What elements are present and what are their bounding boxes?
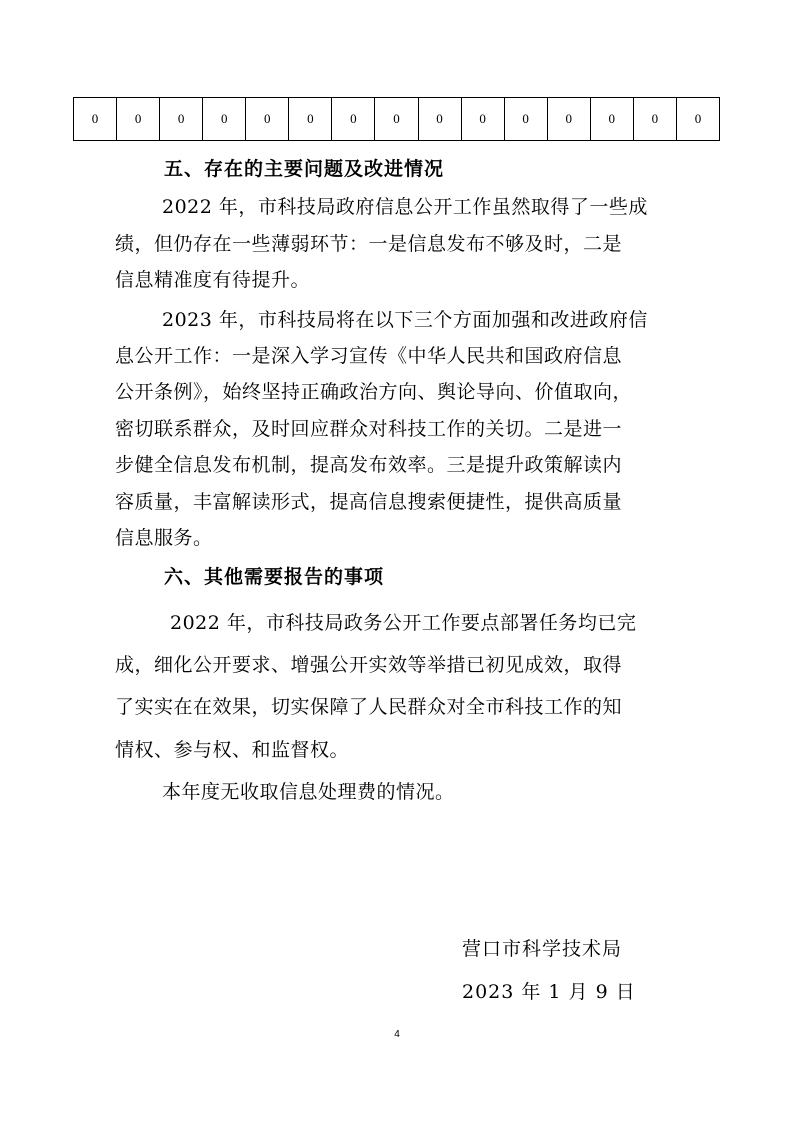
paragraph-line: 密切联系群众，及时回应群众对科技工作的关切。二是进一 xyxy=(115,418,623,440)
table-cell: 0 xyxy=(117,98,160,141)
paragraph-line: 息公开工作：一是深入学习宣传《中华人民共和国政府信息 xyxy=(115,345,623,367)
table-cell: 0 xyxy=(375,98,418,141)
paragraph-line: 2023 年，市科技局将在以下三个方面加强和改进政府信 xyxy=(162,309,648,331)
table-cell: 0 xyxy=(289,98,332,141)
paragraph-line: 情权、参与权、和监督权。 xyxy=(115,739,350,761)
table-cell: 0 xyxy=(246,98,289,141)
section-six-heading: 六、其他需要报告的事项 xyxy=(164,566,385,588)
stats-table-row xyxy=(73,97,720,141)
page-number: 4 xyxy=(394,1029,400,1040)
table-cell: 0 xyxy=(332,98,375,141)
table-cell: 0 xyxy=(74,98,117,141)
table-cell: 0 xyxy=(590,98,633,141)
paragraph-line: 2022 年，市科技局政务公开工作要点部署任务均已完 xyxy=(170,612,637,634)
table-cell: 0 xyxy=(418,98,461,141)
table-cell: 0 xyxy=(504,98,547,141)
table-cell: 0 xyxy=(461,98,504,141)
table-cell: 0 xyxy=(160,98,203,141)
table-cell: 0 xyxy=(633,98,676,141)
stats-table-wrap xyxy=(73,97,720,141)
signature-date: 2023 年 1 月 9 日 xyxy=(462,981,636,1003)
table-cell: 0 xyxy=(203,98,246,141)
paragraph-line: 步健全信息发布机制，提高发布效率。三是提升政策解读内 xyxy=(115,454,623,476)
paragraph-line: 信息服务。 xyxy=(115,527,213,549)
paragraph-line: 本年度无收取信息处理费的情况。 xyxy=(162,781,455,803)
table-cell: 0 xyxy=(676,98,719,141)
table-cell: 0 xyxy=(547,98,590,141)
paragraph-line: 成，细化公开要求、增强公开实效等举措已初见成效，取得 xyxy=(115,654,623,676)
signature-org: 营口市科学技术局 xyxy=(462,938,623,960)
paragraph-line: 容质量，丰富解读形式，提高信息搜索便捷性，提供高质量 xyxy=(115,491,623,513)
paragraph-line: 绩，但仍存在一些薄弱环节：一是信息发布不够及时，二是 xyxy=(115,233,623,255)
paragraph-line: 了实实在在效果，切实保障了人民群众对全市科技工作的知 xyxy=(115,696,623,718)
paragraph-line: 公开条例》，始终坚持正确政治方向、舆论导向、价值取向， xyxy=(115,381,633,403)
section-five-heading: 五、存在的主要问题及改进情况 xyxy=(164,158,445,180)
paragraph-line: 2022 年，市科技局政府信息公开工作虽然取得了一些成 xyxy=(162,196,648,218)
paragraph-line: 信息精准度有待提升。 xyxy=(115,269,311,291)
